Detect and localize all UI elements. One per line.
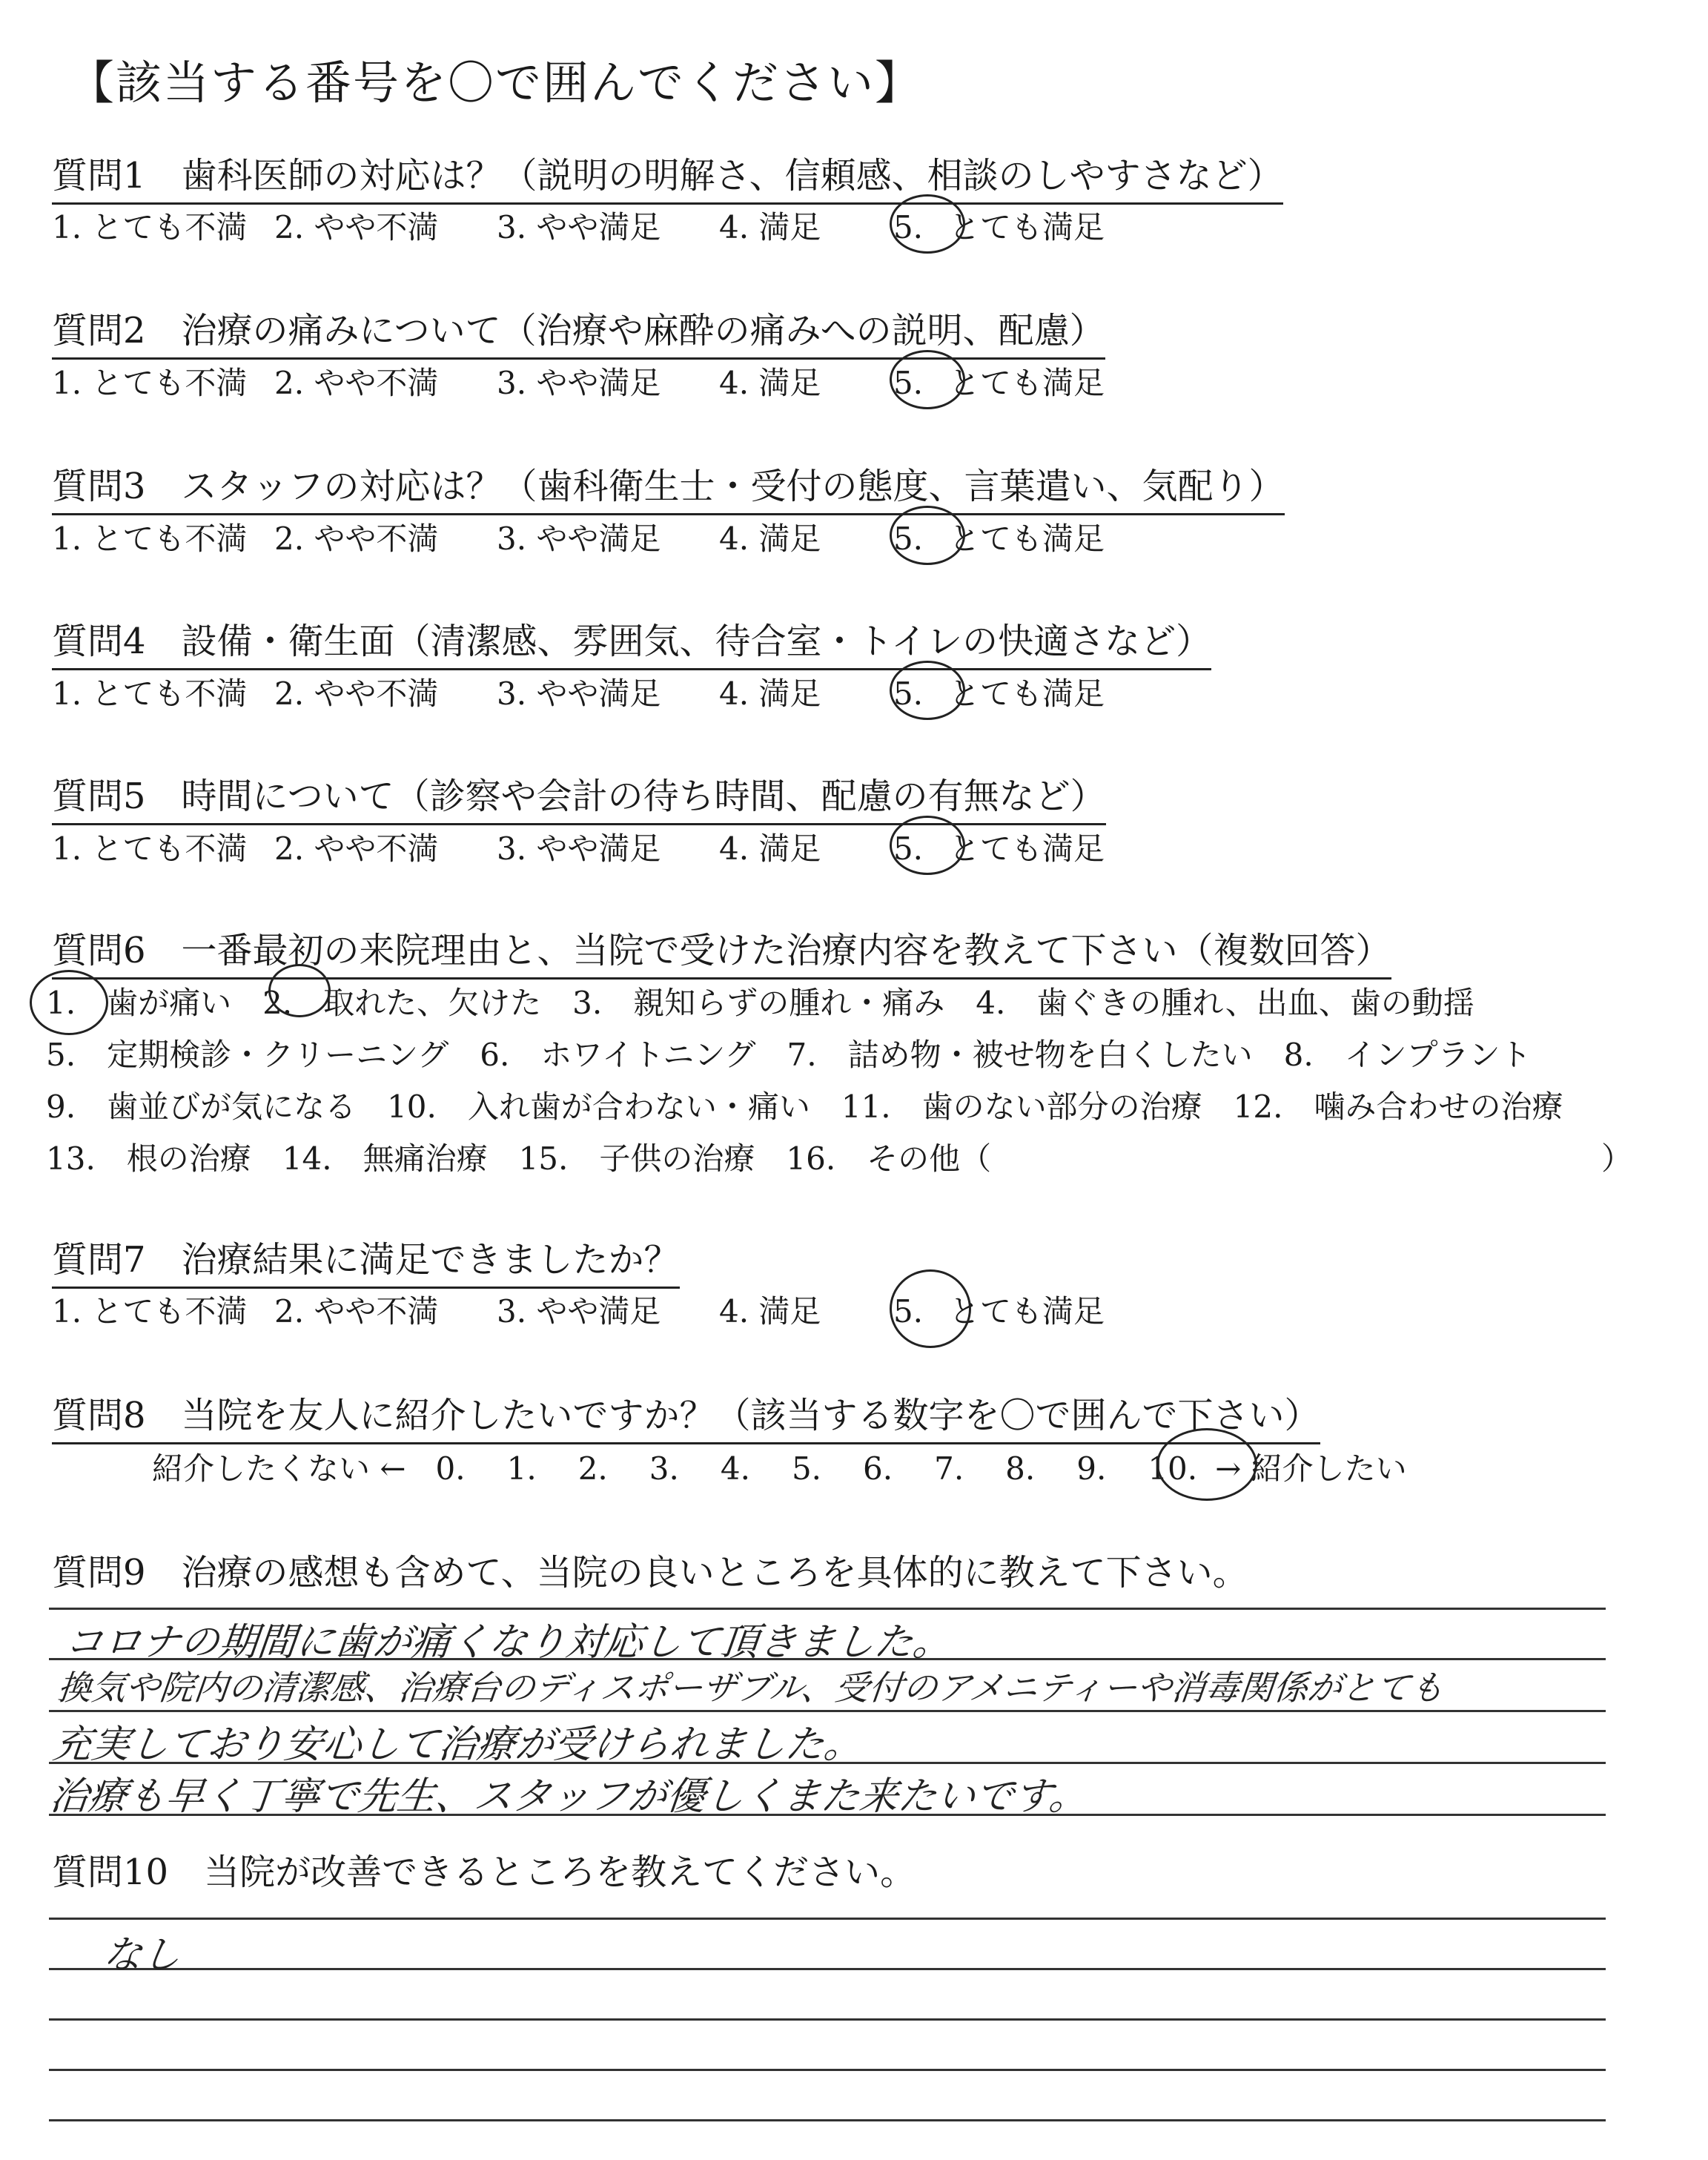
scale-5[interactable]: 5. (791, 1450, 822, 1487)
handwritten-answer-line: なし (101, 1933, 183, 1978)
option-1[interactable]: 1. とても不満 (52, 676, 248, 712)
scale-right-label: → 紹介したい (1215, 1450, 1407, 1487)
handwritten-answer-line: コロナの期間に歯が痛くなり対応して頂きました。 (62, 1620, 954, 1665)
question-4-label: 質問4 設備・衛生面（清潔感、雰囲気、待合室・トイレの快適さなど） (52, 612, 1211, 670)
scale-0[interactable]: 0. (435, 1450, 466, 1487)
handwritten-answer-line: 換気や院内の清潔感、治療台のディスポーザブル、受付のアメニティーや消毒関係がとても (55, 1668, 1446, 1708)
scale-7[interactable]: 7. (934, 1450, 964, 1487)
selection-circle (268, 964, 331, 1017)
question-6-options-row-4[interactable]: 13. 根の治療 14. 無痛治療 15. 子供の治療 16. その他（ (46, 1140, 992, 1177)
option-4[interactable]: 4. 満足 (719, 830, 821, 867)
page-title: 【該当する番号を〇で囲んでください】 (68, 56, 923, 110)
question-9-label: 質問9 治療の感想も含めて、当院の良いところを具体的に教えて下さい。 (52, 1552, 1248, 1593)
answer-rule (49, 1968, 1606, 1970)
question-7-label: 質問7 治療結果に満足できましたか？ (52, 1231, 680, 1289)
scale-9[interactable]: 9. (1076, 1450, 1107, 1487)
question-3-label: 質問3 スタッフの対応は？（歯科衛生士・受付の態度、言葉遣い、気配り） (52, 458, 1285, 515)
option-3[interactable]: 3. やや満足 (497, 1293, 661, 1330)
option-5-text: とても満足 (949, 1293, 1105, 1330)
option-5[interactable]: 5. (893, 209, 924, 245)
question-2-label: 質問2 治療の痛みについて（治療や麻酔の痛みへの説明、配慮） (52, 302, 1105, 360)
selection-circle (890, 816, 965, 875)
option-1[interactable]: 1. とても不満 (52, 830, 248, 867)
selection-circle (890, 194, 965, 254)
option-3[interactable]: 3. やや満足 (497, 830, 661, 867)
option-4[interactable]: 4. 満足 (719, 365, 821, 401)
option-1[interactable]: 1. とても不満 (52, 1293, 248, 1330)
option-5-text: とても満足 (949, 521, 1105, 557)
question-6-options-row-2[interactable]: 5. 定期検診・クリーニング 6. ホワイトニング 7. 詰め物・被せ物を白くしたい 8. インプラント (46, 1037, 1532, 1073)
selection-circle (890, 661, 965, 720)
option-2[interactable]: 2. やや不満 (274, 521, 439, 557)
option-4[interactable]: 4. 満足 (719, 521, 821, 557)
selection-circle (890, 1269, 971, 1348)
option-2[interactable]: 2. やや不満 (274, 365, 439, 401)
selection-circle (1156, 1428, 1257, 1501)
selection-circle (30, 970, 108, 1035)
question-10-label: 質問10 当院が改善できるところを教えてください。 (52, 1852, 916, 1893)
scale-2[interactable]: 2. (577, 1450, 608, 1487)
question-5-label: 質問5 時間について（診察や会計の待ち時間、配慮の有無など） (52, 767, 1106, 825)
question-6-options-row-3[interactable]: 9. 歯並びが気になる 10. 入れ歯が合わない・痛い 11. 歯のない部分の治療 12. 噛み合わせの治療 (46, 1089, 1563, 1125)
option-2[interactable]: 2. やや不満 (274, 209, 439, 245)
option-5-text: とても満足 (949, 830, 1105, 867)
option-4[interactable]: 4. 満足 (719, 209, 821, 245)
option-5[interactable]: 5. (893, 676, 924, 712)
answer-rule (49, 1918, 1606, 1920)
option-2[interactable]: 2. やや不満 (274, 676, 439, 712)
handwritten-answer-line: 治療も早く丁寧で先生、スタッフが優しくまた来たいです。 (47, 1774, 1090, 1819)
handwritten-answer-line: 充実しており安心して治療が受けられました。 (50, 1723, 865, 1767)
option-3[interactable]: 3. やや満足 (497, 676, 661, 712)
option-3[interactable]: 3. やや満足 (497, 209, 661, 245)
scale-3[interactable]: 3. (649, 1450, 679, 1487)
answer-rule (49, 2018, 1606, 2021)
question-6-options-row-1[interactable]: 1. 歯が痛い 2. 取れた、欠けた 3. 親知らずの腫れ・痛み 4. 歯ぐきの腫れ、出血、歯の動揺 (46, 985, 1474, 1021)
option-1[interactable]: 1. とても不満 (52, 521, 248, 557)
option-4[interactable]: 4. 満足 (719, 1293, 821, 1330)
option-2[interactable]: 2. やや不満 (274, 830, 439, 867)
answer-rule (49, 2069, 1606, 2071)
option-5-text: とても満足 (949, 209, 1105, 245)
option-5-text: とても満足 (949, 676, 1105, 712)
answer-rule (49, 1710, 1606, 1712)
scale-10[interactable]: 10. (1148, 1450, 1198, 1487)
question-6-label: 質問6 一番最初の来院理由と、当院で受けた治療内容を教えて下さい（複数回答） (52, 922, 1391, 980)
option-3[interactable]: 3. やや満足 (497, 521, 661, 557)
option-3[interactable]: 3. やや満足 (497, 365, 661, 401)
option-5[interactable]: 5. (893, 830, 924, 867)
question-8-label: 質問8 当院を友人に紹介したいですか？（該当する数字を〇で囲んで下さい） (52, 1387, 1320, 1444)
option-4[interactable]: 4. 満足 (719, 676, 821, 712)
selection-circle (890, 350, 965, 409)
scale-6[interactable]: 6. (863, 1450, 893, 1487)
option-5[interactable]: 5. (893, 365, 924, 401)
option-1[interactable]: 1. とても不満 (52, 365, 248, 401)
option-5-text: とても満足 (949, 365, 1105, 401)
answer-rule (49, 1608, 1606, 1610)
option-5[interactable]: 5. (893, 521, 924, 557)
option-1[interactable]: 1. とても不満 (52, 209, 248, 245)
scale-1[interactable]: 1. (506, 1450, 537, 1487)
question-1-label: 質問1 歯科医師の対応は？（説明の明解さ、信頼感、相談のしやすさなど） (52, 147, 1283, 205)
option-5[interactable]: 5. (893, 1293, 924, 1330)
scale-left-label: 紹介したくない ← (152, 1450, 406, 1487)
scale-4[interactable]: 4. (720, 1450, 750, 1487)
option-2[interactable]: 2. やや不満 (274, 1293, 439, 1330)
selection-circle (890, 506, 965, 565)
scale-8[interactable]: 8. (1005, 1450, 1036, 1487)
other-close-paren: ） (1601, 1140, 1633, 1177)
answer-rule (49, 2119, 1606, 2121)
